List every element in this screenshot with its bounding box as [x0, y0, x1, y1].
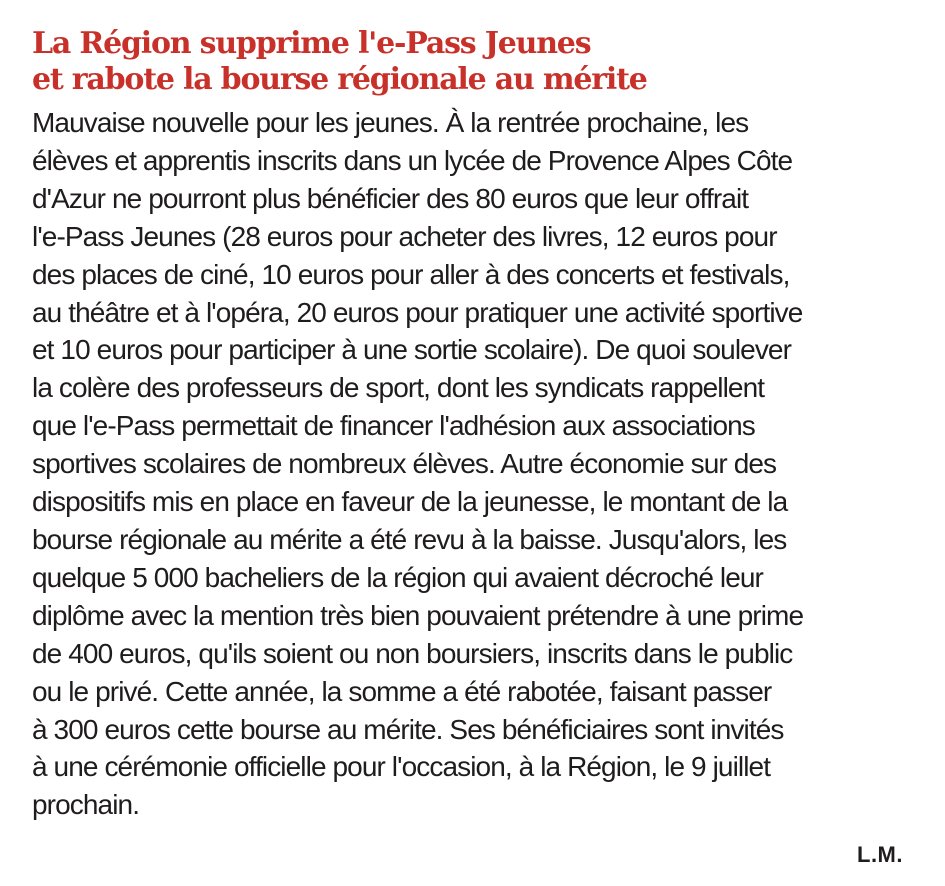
author-signature: L.M. — [857, 842, 903, 867]
body-line: l'e-Pass Jeunes (28 euros pour acheter des livres, 12 euros pour — [32, 220, 777, 252]
body-line: élèves et apprentis inscrits dans un lycée de Provence Alpes Côte — [32, 144, 793, 176]
body-line: Mauvaise nouvelle pour les jeunes. À la rentrée prochaine, les — [32, 107, 749, 138]
body-line: que l'e-Pass permettait de financer l'adhésion aux associations — [32, 410, 755, 442]
body-line: quelque 5 000 bacheliers de la région qui avaient décroché leur — [32, 561, 763, 593]
body-line: et 10 euros pour participer à une sortie scolaire). De quoi soulever — [32, 334, 792, 366]
body-line: la colère des professeurs de sport, dont les syndicats rappellent — [32, 372, 765, 404]
body-line: dispositifs mis en place en faveur de la jeunesse, le montant de la — [32, 486, 788, 518]
body-line: de 400 euros, qu'ils soient ou non boursiers, inscrits dans le public — [32, 637, 793, 669]
headline-line: La Région supprime l'e-Pass Jeunes — [32, 26, 591, 61]
article-body — [32, 104, 919, 824]
body-line: prochain. — [32, 789, 140, 821]
body-line: à 300 euros cette bourse au mérite. Ses bénéficiaires sont invités — [32, 713, 784, 745]
body-line: à une cérémonie officielle pour l'occasion, à la Région, le 9 juillet — [32, 751, 771, 783]
body-line: d'Azur ne pourront plus bénéficier des 80 euros que leur offrait — [32, 182, 749, 214]
headline-line: et rabote la bourse régionale au mérite — [32, 62, 647, 97]
body-line: diplôme avec la mention très bien pouvaient prétendre à une prime — [32, 599, 804, 631]
body-line: des places de ciné, 10 euros pour aller à des concerts et festivals, — [32, 258, 790, 290]
body-line: au théâtre et à l'opéra, 20 euros pour pratiquer une activité sportive — [32, 296, 803, 328]
body-line: sportives scolaires de nombreux élèves. Autre économie sur des — [32, 448, 777, 480]
article-headline — [32, 26, 919, 98]
body-line: bourse régionale au mérite a été revu à la baisse. Jusqu'alors, les — [32, 523, 787, 555]
body-line: ou le privé. Cette année, la somme a été rabotée, faisant passer — [32, 675, 772, 707]
